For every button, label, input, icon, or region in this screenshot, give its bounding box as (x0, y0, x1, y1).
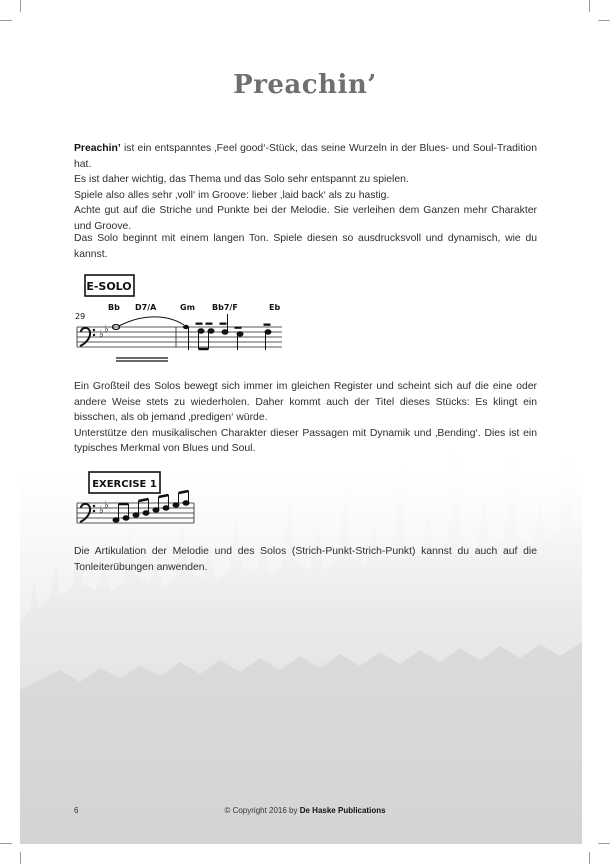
middle-line-2: Unterstütze den musikalischen Charakter dieser Passagen mit Dynamik und ‚Bending‘. Dies ist ein typisches Merkmal von Blues und Soul. (74, 427, 537, 455)
solo-paragraph: Das Solo beginnt mit einem langen Ton. Spiele diesen so ausdrucksvoll und dynamisch, wie du kannst. (74, 233, 537, 260)
middle-line-1: Ein Großteil des Solos bewegt sich immer im gleichen Register und scheint sich auf die eine oder andere Weise stets zu wiederholen. Daher kommt auch der Titel dieses Stücks: Es klingt ein bisschen, als ob jemand ‚predigen‘ würde. (74, 381, 537, 424)
flat-icon: ♭ (99, 505, 104, 516)
scale-notes (113, 491, 189, 522)
exercise-label: EXERCISE 1 (92, 479, 157, 490)
intro-line-3: Spiele also alles sehr ‚voll‘ im Groove: lieber ‚laid back‘ als zu hastig. (74, 189, 390, 201)
chord-symbol: Bb (108, 303, 120, 312)
e-solo-label: E-SOLO (86, 280, 132, 293)
page-number: 6 (74, 806, 79, 815)
articulation-paragraph: Die Artikulation der Melodie und des Solos (Strich-Punkt-Strich-Punkt) kannst du auch auf die Tonleiterübungen anwenden. (74, 546, 537, 573)
crop-mark (0, 843, 12, 844)
intro-line-2: Es ist daher wichtig, das Thema und das Solo sehr entspannt zu spielen. (74, 174, 409, 186)
copyright-line (0, 806, 610, 815)
e-solo-notation (72, 270, 292, 368)
chord-symbol: Bb7/F (212, 303, 238, 312)
chord-symbol: Gm (180, 303, 195, 312)
chord-symbol: Eb (269, 303, 281, 312)
page-title: Preachin’ (233, 70, 377, 100)
flat-icon: ♭ (104, 500, 109, 511)
intro-line-4: Achte gut auf die Striche und Punkte bei der Melodie. Sie verleihen dem Ganzen mehr Charakter und Groove. (74, 205, 537, 232)
flat-icon: ♭ (104, 324, 109, 335)
exercise-1-notation (72, 468, 202, 528)
copyright-text: © Copyright 2016 by (224, 806, 300, 815)
publisher-name: De Haske Publications (299, 806, 386, 815)
crop-mark (598, 20, 610, 21)
crop-mark (20, 0, 21, 12)
measure-number: 29 (75, 312, 86, 321)
intro-bold-title: Preachin’ (74, 143, 121, 154)
crop-mark (589, 852, 590, 864)
intro-line-1: ist ein entspanntes ‚Feel good‘-Stück, das seine Wurzeln in der Blues- und Soul-Tradition hat. (74, 143, 537, 170)
middle-paragraph (74, 379, 537, 457)
tie-icon (119, 317, 184, 326)
crop-mark (0, 20, 12, 21)
crop-mark (589, 0, 590, 12)
crop-mark (598, 843, 610, 844)
chord-symbol: D7/A (135, 303, 157, 312)
intro-paragraph (74, 141, 537, 235)
flat-icon: ♭ (99, 329, 104, 340)
crop-mark (20, 852, 21, 864)
